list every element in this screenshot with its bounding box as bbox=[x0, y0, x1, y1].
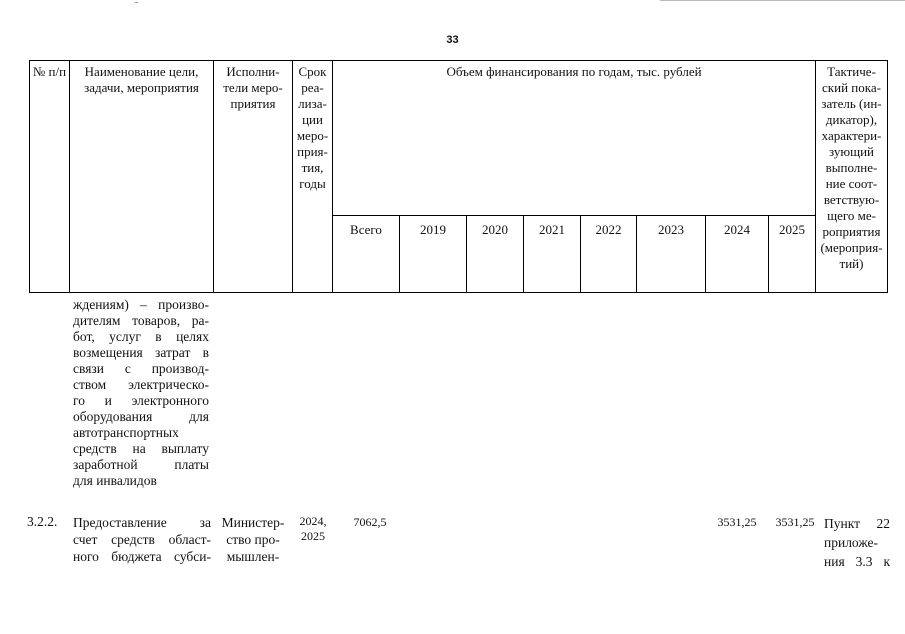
header-year-2019: 2019 bbox=[400, 216, 467, 293]
row-executor-line: Министер- bbox=[221, 515, 285, 530]
header-financing: Объем финансирования по годам, тыс. рублей bbox=[333, 61, 816, 216]
continuation-line: ждениям) – произво- bbox=[73, 297, 209, 312]
row-executor-line: ство про- bbox=[226, 532, 280, 547]
row-name-line: ного бюджета субси- bbox=[73, 549, 211, 564]
row-term-line: 2025 bbox=[301, 529, 325, 543]
header-year-2021: 2021 bbox=[524, 216, 581, 293]
header-year-2024: 2024 bbox=[706, 216, 769, 293]
row-executor-line: мышлен- bbox=[226, 549, 280, 564]
continuation-line: автотранспортных bbox=[73, 425, 179, 440]
continuation-line: возмещения затрат в bbox=[73, 345, 209, 360]
page-number: 33 bbox=[446, 34, 459, 46]
continuation-line: ством электрическо- bbox=[73, 377, 209, 392]
header-name: Наименование цели, задачи, мероприятия bbox=[70, 61, 214, 293]
continuation-text bbox=[73, 297, 209, 489]
header-term: Срок реа-лиза-ции меро-прия-тия, годы bbox=[293, 61, 333, 293]
row-value-2025: 3531,25 bbox=[775, 515, 815, 529]
row-executor bbox=[216, 514, 290, 565]
continuation-line: бот, услуг в целях bbox=[73, 329, 209, 344]
row-name-line: счет средств област- bbox=[73, 532, 211, 547]
continuation-line: оборудования для bbox=[73, 409, 209, 424]
header-indicator: Тактиче-ский пока-затель (ин-дикатор), характери-зующий выполне-ние соот-ветствую-щего ме-роприятия (мероприя-тий) bbox=[816, 61, 888, 293]
row-indicator bbox=[824, 514, 890, 571]
continuation-line: связи с производ- bbox=[73, 361, 209, 376]
header-year-2022: 2022 bbox=[581, 216, 637, 293]
header-executor: Исполни-тели меро-приятия bbox=[214, 61, 293, 293]
continuation-line: средств на выплату bbox=[73, 441, 209, 456]
continuation-line: го и электронного bbox=[73, 393, 209, 408]
row-indicator-line: ния 3.3 к bbox=[824, 554, 890, 569]
row-name-line: Предоставление за bbox=[73, 515, 211, 530]
header-total: Всего bbox=[333, 216, 400, 293]
row-indicator-line: приложе- bbox=[824, 535, 878, 550]
row-indicator-line: Пункт 22 bbox=[824, 516, 890, 531]
continuation-line: для инвалидов bbox=[73, 473, 157, 488]
header-year-2023: 2023 bbox=[637, 216, 706, 293]
row-name bbox=[73, 514, 211, 565]
row-total: 7062,5 bbox=[353, 515, 387, 529]
row-number: 3.2.2. bbox=[27, 514, 58, 529]
row-term bbox=[296, 514, 330, 544]
row-value-2024: 3531,25 bbox=[717, 515, 757, 529]
scan-mark-top-left bbox=[135, 2, 138, 3]
continuation-line: дителям товаров, ра- bbox=[73, 313, 209, 328]
header-table bbox=[29, 60, 888, 293]
header-year-2020: 2020 bbox=[467, 216, 524, 293]
scan-mark-top-right bbox=[660, 0, 905, 1]
header-year-2025: 2025 bbox=[769, 216, 816, 293]
continuation-line: заработной платы bbox=[73, 457, 209, 472]
row-term-line: 2024, bbox=[299, 514, 327, 528]
header-num: № п/п bbox=[30, 61, 70, 293]
